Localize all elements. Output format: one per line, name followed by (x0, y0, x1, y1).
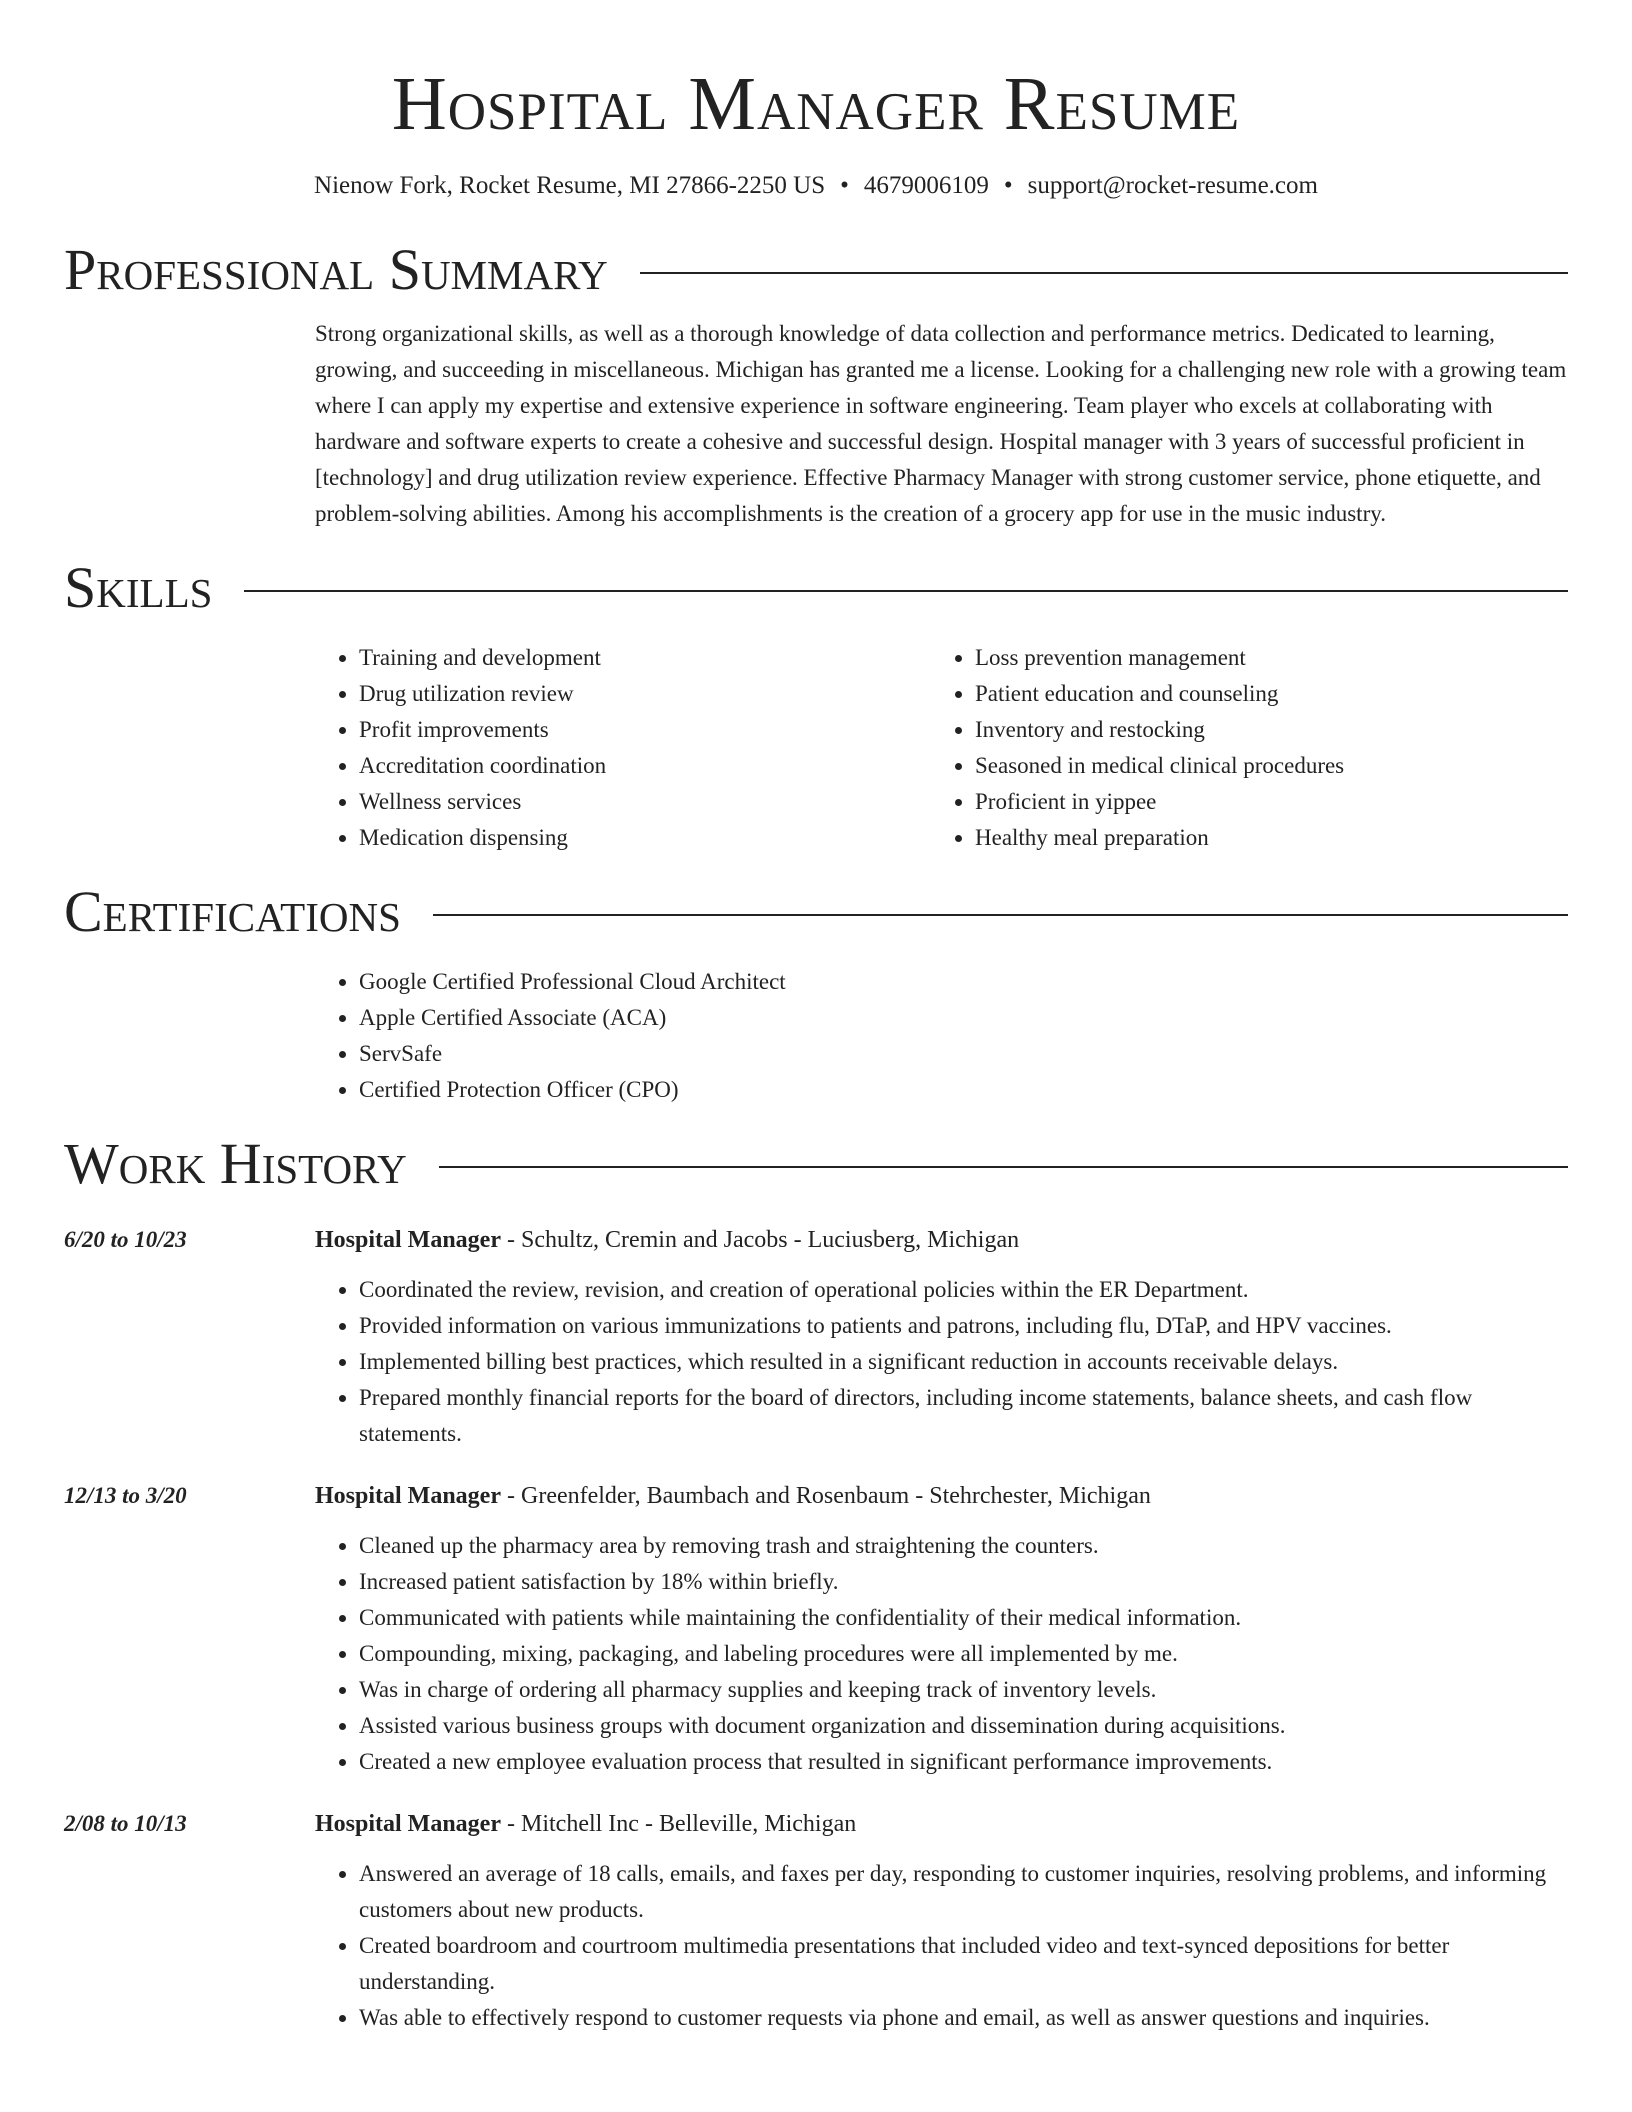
contact-email: support@rocket-resume.com (1027, 172, 1318, 199)
section-divider (439, 1166, 1568, 1168)
job-bullet: • Assisted various business groups with document organization and dissemination during acquisitions. (359, 1708, 1568, 1744)
job-employer: - Mitchell Inc - Belleville, Michigan (501, 1811, 857, 1837)
section-divider (433, 914, 1568, 916)
skills-grid (315, 640, 1568, 856)
job-bullet: • Coordinated the review, revision, and creation of operational policies within the ER Department. (359, 1272, 1568, 1308)
skill-item: • Proficient in yippee (975, 784, 1547, 820)
job-bullet: • Increased patient satisfaction by 18% within briefly. (359, 1564, 1568, 1600)
job-employer: - Greenfelder, Baumbach and Rosenbaum - Stehrchester, Michigan (501, 1483, 1151, 1509)
skill-item: • Drug utilization review (359, 676, 931, 712)
section-title-certifications: Certifications (64, 879, 401, 944)
job-bullets (315, 1272, 1568, 1452)
job-dates: 6/20 to 10/23 (64, 1227, 187, 1252)
skill-item: • Profit improvements (359, 712, 931, 748)
skill-item: • Patient education and counseling (975, 676, 1547, 712)
section-divider (244, 590, 1568, 592)
skills-section (64, 556, 1568, 856)
skill-item: • Medication dispensing (359, 820, 931, 856)
section-heading (64, 880, 1568, 944)
work-history-section (64, 1132, 1568, 2036)
job-bullets (315, 1528, 1568, 1780)
job-dates: 2/08 to 10/13 (64, 1811, 187, 1836)
section-heading (64, 1132, 1568, 1196)
section-divider (640, 272, 1568, 274)
summary-text: Strong organizational skills, as well as a thorough knowledge of data collection and performance metrics. Dedicated to learning, growing, and succeeding in miscellaneous. Michigan has granted me a license. Looking for a challenging new role with a growing team where I can apply my expertise and extensive experience in software engineering. Team player who excels at collaborating with hardware and software experts to create a cohesive and successful design. Hospital manager with 3 years of successful proficient in [technology] and drug utilization review experience. Effective Pharmacy Manager with strong customer service, phone etiquette, and problem-solving abilities. Among his accomplishments is the creation of a grocery app for use in the music industry. (315, 321, 1567, 526)
job-bullet: • Implemented billing best practices, which resulted in a significant reduction in accounts receivable delays. (359, 1344, 1568, 1380)
resume-title: Hospital Manager Resume (391, 62, 1241, 146)
skill-item: • Seasoned in medical clinical procedures (975, 748, 1547, 784)
job-title: Hospital Manager (315, 1483, 501, 1509)
job-heading (315, 1480, 1568, 1512)
job-entry (64, 1224, 1568, 1452)
skills-column-right (931, 640, 1547, 856)
contact-separator: • (1003, 172, 1013, 199)
job-bullet: • Communicated with patients while maintaining the confidentiality of their medical information. (359, 1600, 1568, 1636)
skills-column-left (315, 640, 931, 856)
section-title-summary: Professional Summary (64, 237, 608, 302)
skill-item: • Training and development (359, 640, 931, 676)
job-bullet: • Was in charge of ordering all pharmacy supplies and keeping track of inventory levels. (359, 1672, 1568, 1708)
skill-item: • Inventory and restocking (975, 712, 1547, 748)
job-body (315, 1224, 1568, 1452)
job-body (315, 1480, 1568, 1780)
resume-header (64, 0, 1568, 202)
job-bullets (315, 1856, 1568, 2036)
skill-item: • Loss prevention management (975, 640, 1547, 676)
job-heading (315, 1808, 1568, 1840)
job-employer: - Schultz, Cremin and Jacobs - Luciusberg, Michigan (501, 1227, 1020, 1253)
certifications-list (315, 964, 1568, 1108)
job-dates: 12/13 to 3/20 (64, 1483, 187, 1508)
contact-separator: • (840, 172, 849, 199)
certification-item: • ServSafe (359, 1036, 1568, 1072)
contact-info (64, 170, 1568, 202)
job-entry (64, 1808, 1568, 2036)
section-title-work-history: Work History (64, 1131, 407, 1196)
job-title: Hospital Manager (315, 1227, 501, 1253)
professional-summary-section (64, 238, 1568, 532)
job-heading (315, 1224, 1568, 1256)
contact-phone: 4679006109 (863, 172, 989, 199)
job-bullet: • Compounding, mixing, packaging, and labeling procedures were all implemented by me. (359, 1636, 1568, 1672)
job-bullet: • Provided information on various immunizations to patients and patrons, including flu, DTaP, and HPV vaccines. (359, 1308, 1568, 1344)
job-bullet: • Created boardroom and courtroom multimedia presentations that included video and text-synced depositions for better understanding. (359, 1928, 1568, 2000)
job-body (315, 1808, 1568, 2036)
job-entry (64, 1480, 1568, 1780)
skill-item: • Accreditation coordination (359, 748, 931, 784)
section-title-skills: Skills (64, 555, 213, 620)
section-heading (64, 238, 1568, 302)
job-bullet: • Answered an average of 18 calls, emails, and faxes per day, responding to customer inquiries, resolving problems, and informing customers about new products. (359, 1856, 1568, 1928)
certifications-section (64, 880, 1568, 1108)
job-bullet: • Was able to effectively respond to customer requests via phone and email, as well as answer questions and inquiries. (359, 2000, 1568, 2036)
job-bullet: • Prepared monthly financial reports for the board of directors, including income statements, balance sheets, and cash flow statements. (359, 1380, 1568, 1452)
job-title: Hospital Manager (315, 1811, 501, 1837)
certification-item: • Certified Protection Officer (CPO) (359, 1072, 1568, 1108)
certification-item: • Google Certified Professional Cloud Architect (359, 964, 1568, 1000)
skill-item: • Healthy meal preparation (975, 820, 1547, 856)
job-bullet: • Created a new employee evaluation process that resulted in significant performance improvements. (359, 1744, 1568, 1780)
contact-address: Nienow Fork, Rocket Resume, MI 27866-2250 US (314, 172, 826, 199)
certification-item: • Apple Certified Associate (ACA) (359, 1000, 1568, 1036)
skill-item: • Wellness services (359, 784, 931, 820)
section-heading (64, 556, 1568, 620)
job-bullet: • Cleaned up the pharmacy area by removing trash and straightening the counters. (359, 1528, 1568, 1564)
